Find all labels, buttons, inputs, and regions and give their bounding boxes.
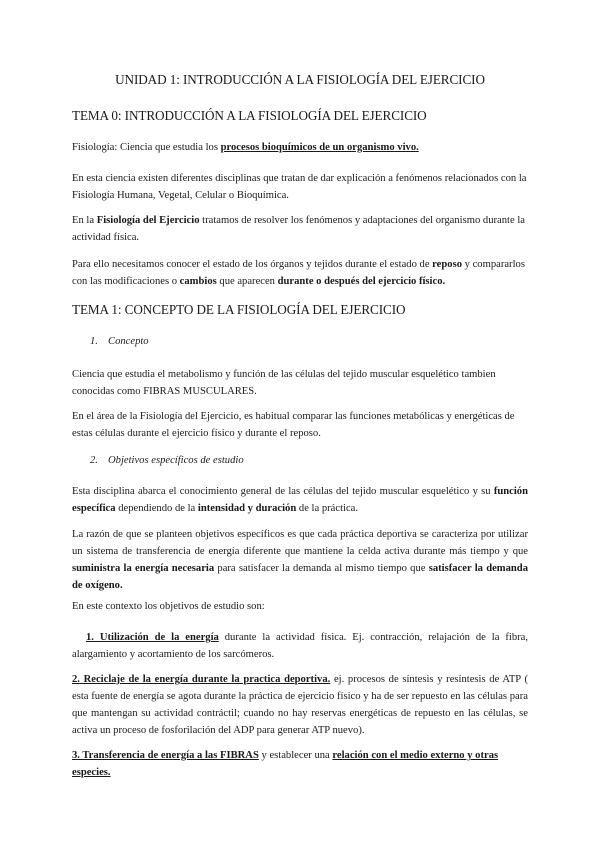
emphasis: procesos bioquímicos de un organismo vivo.: [220, 142, 419, 153]
text: que aparecen: [216, 276, 278, 287]
emphasis: reposo: [432, 259, 462, 270]
subheading-number: 2.: [90, 455, 98, 466]
objective-3: [72, 747, 528, 781]
paragraph-fisiologia-definition: [72, 139, 528, 156]
text: y compararlos con las modificaciones o: [72, 259, 525, 287]
paragraph-concepto: Ciencia que estudia el metabolismo y función de las células del tejido muscular esquelético tambien conocidas como FIBRAS MUSCULARES.: [72, 369, 496, 397]
text: La razón de que se planteen objetivos específicos es que cada práctica deportiva se caracteriza por utilizar un sistema de transferencia de energía diferente que mantiene la celda activa durante más tiempo y que: [72, 529, 528, 557]
text: para satisfacer la demanda al mismo tiempo que: [214, 563, 429, 574]
subheading-label: Objetivos específicos de estudio: [108, 455, 244, 466]
objective-title: 3. Transferencia de energía a las FIBRAS: [72, 750, 259, 761]
tema0-heading: TEMA 0: INTRODUCCIÓN A LA FISIOLOGÍA DEL EJERCICIO: [72, 108, 427, 123]
text: y establecer una: [258, 750, 333, 761]
text: En la: [72, 215, 97, 226]
emphasis: durante o después del ejercicio físico.: [277, 276, 446, 287]
subheading-objetivos: [90, 455, 244, 466]
paragraph-disciplines: En esta ciencia existen diferentes disciplinas que tratan de dar explicación a fenómenos relacionados con la Fisiología Humana, Vegetal, Celular o Bioquímica.: [72, 173, 527, 201]
text: Esta disciplina abarca el conocimiento general de las células del tejido muscular esquelético y su: [72, 486, 494, 497]
paragraph-reposo-cambios: [72, 256, 528, 290]
subheading-label: Concepto: [108, 336, 149, 347]
emphasis: función específica: [72, 486, 528, 514]
emphasis: cambios: [179, 276, 217, 287]
objective-title: 1. Utilización de la energía: [86, 632, 219, 643]
paragraph-contexto: En este contexto los objetivos de estudio son:: [72, 601, 265, 612]
unit-title: UNIDAD 1: INTRODUCCIÓN A LA FISIOLOGÍA DEL EJERCICIO: [115, 72, 485, 87]
objective-1: [72, 629, 528, 663]
paragraph-disciplina-abarca: [72, 483, 528, 517]
text: dependiendo de la: [115, 503, 198, 514]
text: tratamos de resolver los fenómenos y adaptaciones del organismo durante la actividad física.: [72, 215, 525, 243]
subheading-concepto: [90, 336, 149, 347]
tema1-heading: TEMA 1: CONCEPTO DE LA FISIOLOGÍA DEL EJERCICIO: [72, 302, 406, 317]
paragraph-fisiologia-ejercicio: [72, 212, 528, 246]
text: Para ello necesitamos conocer el estado de los órganos y tejidos durante el estado de: [72, 259, 433, 270]
emphasis: intensidad y duración: [197, 503, 297, 514]
objective-title: 2. Reciclaje de la energía durante la practica deportiva.: [72, 674, 331, 685]
emphasis: satisfacer la demanda de oxígeno.: [72, 563, 528, 591]
text: durante la actividad física. Ej. contracción, relajación de la fibra, alargamiento y acortamiento de los sarcómeros.: [72, 632, 529, 660]
subheading-number: 1.: [90, 336, 98, 347]
text: Fisiología: Ciencia que estudia los: [72, 142, 221, 153]
emphasis: relación con el medio externo y otras especies.: [72, 750, 499, 778]
paragraph-comparacion: En el área de la Fisiología del Ejercicio, es habitual comparar las funciones metabólicas y energéticas de estas células durante el ejercicio físico y durante el reposo.: [72, 411, 515, 439]
text: de la práctica.: [296, 503, 359, 514]
objective-2: [72, 671, 528, 739]
emphasis: suministra la energía necesaria: [72, 563, 215, 574]
paragraph-razon-objetivos: [72, 526, 528, 594]
text: ej. procesos de síntesis y resíntesis de ATP ( esta fuente de energía se agota durante la práctica de ejercicio físico y ha de ser repuesto en las células para que mantengan su actividad contráctil; cuando no hay reservas energéticas de repuesto en las células, se activa un proceso de fosforilación del ADP para generar ATP nuevo).: [72, 674, 528, 736]
emphasis: Fisiología del Ejercicio: [96, 215, 200, 226]
